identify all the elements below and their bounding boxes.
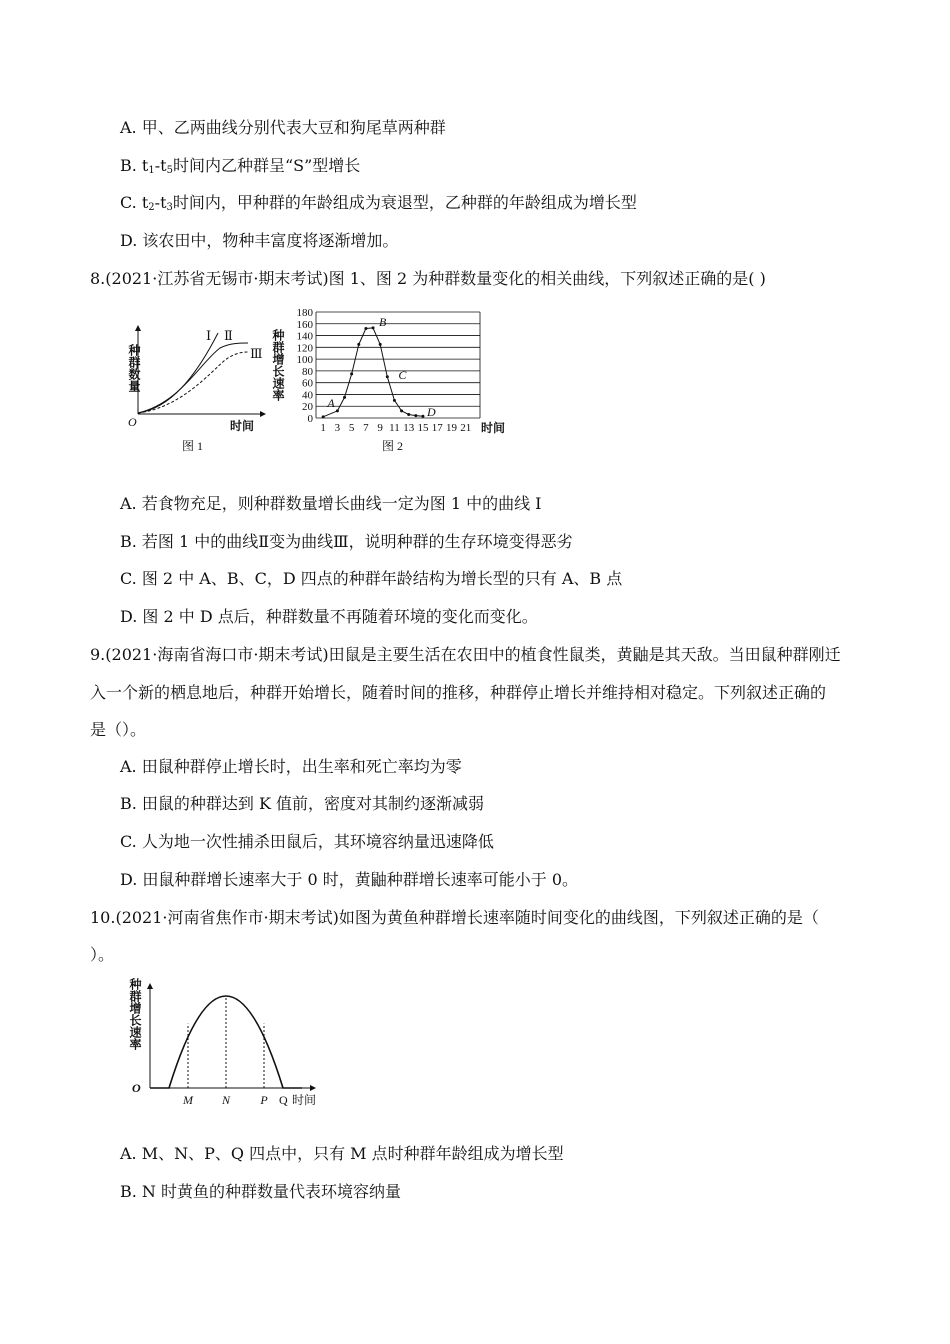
q10-stem-line-2: ）。 [90, 945, 115, 964]
chart2-caption: 图 2 [382, 439, 404, 453]
chart2-data-point [364, 327, 367, 330]
chart2-series-line [323, 328, 423, 417]
q9-option-b: B. 田鼠的种群达到 K 值前，密度对其制约逐渐减弱 [120, 794, 485, 813]
q10-option-a: A. M、N、P、Q 四点中，只有 M 点时种群年龄组成为增长型 [120, 1144, 564, 1163]
chart2-ytick-label: 0 [307, 413, 313, 425]
chart2-ytick-label: 40 [302, 389, 313, 402]
fig1-label-2: Ⅱ [224, 328, 233, 343]
chart2-ytick-label: 140 [296, 330, 313, 343]
q8-option-c: C. 图 2 中 A、B、C，D 四点的种群年龄结构为增长型的只有 A、B 点 [120, 569, 623, 588]
chart3-tick-label-p: P [260, 1093, 268, 1107]
q8-option-a: A. 若食物充足，则种群数量增长曲线一定为图 1 中的曲线 Ⅰ [120, 494, 542, 513]
chart2-xtick-label: 11 [389, 422, 400, 434]
q10-stem-line-1: 10.(2021·河南省焦作市·期末考试)如图为黄鱼种群增长速率随时间变化的曲线图，下列叙述正确的是（ [90, 908, 819, 927]
chart3-origin-label: O [132, 1081, 141, 1095]
q8-stem: 8.(2021·江苏省无锡市·期末考试)图 1、图 2 为种群数量变化的相关曲线，下列叙述正确的是( ) [90, 269, 766, 288]
chart2-point-label-d: D [426, 405, 436, 420]
chart2-data-point [407, 413, 410, 416]
q8-option-b: B. 若图 1 中的曲线Ⅱ变为曲线Ⅲ，说明种群的生存环境变得恶劣 [120, 532, 573, 551]
q10-option-b: B. N 时黄鱼的种群数量代表环境容纳量 [120, 1182, 402, 1201]
q7-option-b: B. $t_1-t_5$时间内乙种群呈“S”型增长 [120, 156, 361, 176]
chart2-data-point [386, 375, 389, 378]
q9-stem-line-1: 9.(2021·海南省海口市·期末考试)田鼠是主要生活在农田中的植食性鼠类，黄鼬是其天敌。当田鼠种群刚迁 [90, 645, 841, 664]
chart2-data-point [400, 409, 403, 412]
chart2-data-point [343, 396, 346, 399]
chart2-xtick-label: 9 [377, 422, 383, 434]
chart2-xtick-label: 15 [417, 422, 429, 434]
chart2-ytick-label: 20 [302, 401, 313, 414]
figure-1 [120, 318, 270, 458]
chart3-tick-label-m: M [183, 1093, 193, 1107]
chart2-data-point [322, 415, 325, 418]
fig1-label-3: Ⅲ [250, 346, 263, 361]
chart2-xtick-label: 5 [348, 422, 355, 434]
chart2-ytick-label: 180 [296, 307, 313, 319]
chart2-xtick-label: 3 [334, 422, 341, 434]
q8-option-d: D. 图 2 中 D 点后，种群数量不再随着环境的变化而变化。 [120, 607, 538, 626]
chart2-data-point [357, 343, 360, 346]
q9-option-d: D. 田鼠种群增长速率大于 0 时，黄鼬种群增长速率可能小于 0。 [120, 870, 579, 889]
q7-option-d: D. 该农田中，物种丰富度将逐渐增加。 [120, 231, 399, 250]
chart2-xtick-label: 1 [320, 422, 326, 434]
fig1-origin: O [128, 415, 137, 429]
chart3-tick-label-q: Q [279, 1093, 288, 1107]
chart2-data-point [421, 415, 424, 418]
chart2-ytick-label: 160 [296, 318, 313, 331]
chart2-xtick-label: 17 [431, 422, 443, 434]
fig1-curve-1 [138, 333, 218, 413]
chart2-ylabel: 种群增长速率 [271, 329, 285, 401]
fig1-caption: 图 1 [182, 439, 204, 453]
chart2-xtick-label: 7 [363, 422, 369, 434]
chart2-data-point [336, 409, 339, 412]
chart2-data-point [393, 399, 396, 402]
q9-stem-line-3: 是（）。 [90, 720, 147, 739]
q7-option-c: C. $t_2-t_3$时间内，甲种群的年龄组成为衰退型，乙种群的年龄组成为增长型 [120, 193, 637, 213]
figure-2 [270, 300, 520, 460]
chart2-ytick-label: 60 [302, 377, 313, 390]
chart3-tick-label-n: N [221, 1093, 231, 1107]
chart2-xtick-label: 19 [445, 422, 457, 434]
fig1-curve-2 [138, 343, 248, 413]
chart2-point-label-c: C [398, 367, 407, 382]
chart2-point-label-a: A [327, 395, 335, 410]
chart2-data-point [350, 372, 353, 375]
q9-option-a: A. 田鼠种群停止增长时，出生率和死亡率均为零 [120, 757, 462, 776]
chart3-xlabel: 时间 [292, 1093, 317, 1107]
chart2-point-label-b: B [379, 314, 387, 329]
fig1-curve-3 [138, 352, 248, 413]
fig1-label-1: Ⅰ [206, 328, 212, 343]
figure-3 [125, 972, 355, 1107]
chart2-data-point [372, 326, 375, 329]
chart2-xlabel: 时间 [481, 421, 506, 435]
fig1-xlabel: 时间 [230, 419, 255, 433]
chart2-ytick-label: 120 [296, 342, 313, 355]
chart3-ylabel: 种群增长速率 [128, 978, 142, 1050]
q7-option-a: A. 甲、乙两曲线分别代表大豆和狗尾草两种群 [120, 118, 446, 137]
q9-stem-line-2: 入一个新的栖息地后，种群开始增长，随着时间的推移，种群停止增长并维持相对稳定。下列叙述正确的 [90, 683, 827, 702]
chart2-xtick-label: 21 [460, 422, 472, 434]
fig1-ylabel: 种群数量 [127, 344, 141, 392]
chart2-data-point [379, 343, 382, 346]
chart2-ytick-label: 100 [296, 354, 313, 367]
q9-option-c: C. 人为地一次性捕杀田鼠后，其环境容纳量迅速降低 [120, 832, 494, 851]
chart2-data-point [414, 414, 417, 417]
chart2-ytick-label: 80 [302, 365, 313, 378]
chart2-xtick-label: 13 [403, 422, 415, 434]
